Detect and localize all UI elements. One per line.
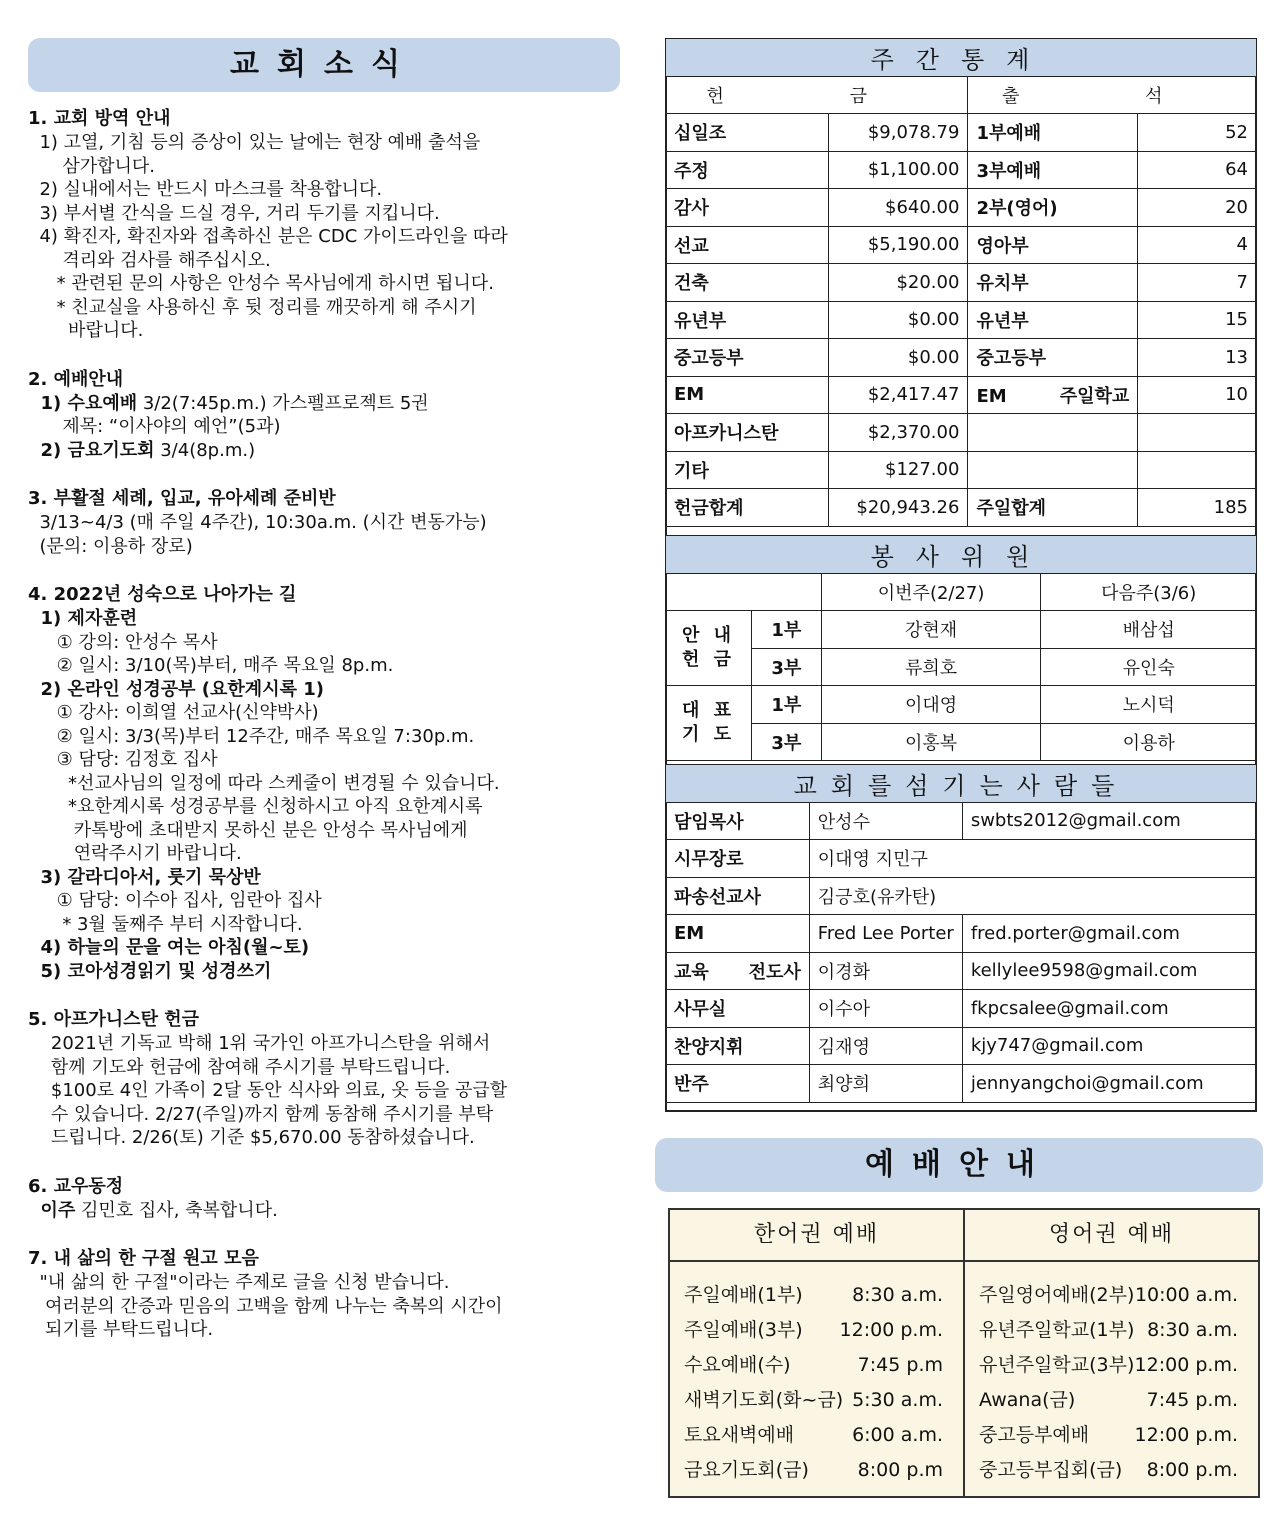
service-label: 3부 (751, 648, 821, 686)
worship-time: 12:00 p.m. (1134, 1354, 1238, 1376)
staff-email[interactable]: fred.porter@gmail.com (962, 915, 1256, 953)
news-line: * 친교실을 사용하신 후 뒷 정리를 깨끗하게 해 주시기 (28, 296, 477, 318)
server-next-week: 이용하 (1041, 723, 1257, 761)
news-line (28, 866, 620, 890)
server-next-week: 배삼섭 (1041, 611, 1257, 649)
news-line: 카톡방에 초대받지 못하신 분은 안성수 목사님에게 (28, 819, 468, 841)
staff-role: 반주 (666, 1065, 810, 1103)
news-line: 제목: “이사야의 예언”(5과) (28, 416, 281, 437)
attendance-count: 185 (1138, 489, 1257, 527)
attendance-count: 7 (1138, 264, 1257, 302)
staff-name: 최양희 (809, 1065, 962, 1103)
attendance-label: 유치부 (968, 264, 1138, 302)
worship-name: 유년주일학교(1부) (979, 1319, 1135, 1341)
staff-row (666, 1065, 1257, 1103)
news-line (28, 607, 620, 631)
worship-row (965, 1453, 1258, 1488)
attendance-label: 1부예배 (968, 114, 1138, 152)
news-line: ② 일시: 3/3(목)부터 12주간, 매주 목요일 7:30p.m. (28, 725, 475, 747)
offering-amount: $127.00 (828, 451, 968, 489)
stats-row (666, 301, 1257, 339)
staff-email[interactable]: fkpcsalee@gmail.com (962, 990, 1256, 1028)
attendance-count: 52 (1138, 114, 1257, 152)
news-heading: 5. 아프가니스탄 헌금 (28, 1009, 199, 1030)
attendance-count (1138, 414, 1257, 452)
news-heading: 6. 교우동정 (28, 1175, 124, 1197)
news-line: *요한계시록 성경공부를 신청하시고 아직 요한계시록 (28, 796, 483, 817)
attendance-count: 15 (1138, 301, 1257, 339)
offering-label: EM (666, 376, 829, 414)
attendance-count: 4 (1138, 226, 1257, 264)
attendance-label: 중고등부 (968, 339, 1138, 377)
news-line-bold: 5) 코아성경읽기 및 성경쓰기 (28, 960, 272, 982)
news-line-text: 3/4(8p.m.) (154, 439, 256, 461)
news-line: "내 삶의 한 구절"이라는 주제로 글을 신청 받습니다. (28, 1272, 450, 1293)
offering-label: 건축 (666, 264, 829, 302)
staff-row (666, 877, 1257, 915)
church-news-column (28, 38, 620, 1342)
section-gap (28, 462, 620, 486)
news-line: ③ 담당: 김정호 집사 (28, 749, 218, 770)
attendance-count: 64 (1138, 151, 1257, 189)
attendance-label: 주일합계 (968, 489, 1138, 527)
news-line: 바랍니다. (28, 320, 144, 341)
news-line: 드립니다. 2/26(토) 기준 $5,670.00 동참하셨습니다. (28, 1127, 475, 1148)
news-line (28, 960, 620, 984)
news-line: ① 담당: 이수아 집사, 임란아 집사 (28, 890, 322, 911)
servers-table (665, 535, 1257, 761)
worship-time: 12:00 p.m. (1134, 1424, 1238, 1446)
staff-role: 담임목사 (666, 802, 810, 840)
stats-row (666, 226, 1257, 264)
worship-row (670, 1348, 963, 1383)
staff-role: 교육 전도사 (666, 952, 810, 990)
staff-email[interactable]: kjy747@gmail.com (962, 1027, 1256, 1065)
staff-name: 이대영 지민구 (809, 840, 1256, 878)
church-news-body (28, 106, 620, 1342)
news-line-bold: 3) 갈라디아서, 룻기 묵상반 (28, 866, 261, 888)
staff-name: 김재영 (809, 1027, 962, 1065)
staff-row (666, 1027, 1257, 1065)
worship-time: 6:00 a.m. (852, 1424, 943, 1446)
staff-row (666, 802, 1257, 840)
server-next-week: 유인숙 (1041, 648, 1257, 686)
attendance-count (1138, 451, 1257, 489)
offering-label: 헌금합계 (666, 489, 829, 527)
staff-email[interactable]: swbts2012@gmail.com (962, 802, 1256, 840)
worship-title: 예배안내 (655, 1138, 1263, 1192)
news-line: 2) 실내에서는 반드시 마스크를 착용합니다. (28, 179, 383, 200)
attendance-count: 10 (1138, 376, 1257, 414)
staff-name: 이경화 (809, 952, 962, 990)
church-news-title: 교회소식 (28, 38, 620, 92)
service-label: 1부 (751, 686, 821, 724)
news-line: 3) 부서별 간식을 드실 경우, 거리 두기를 지킵니다. (28, 202, 440, 224)
attendance-count: 20 (1138, 189, 1257, 227)
weekly-stats-table (665, 38, 1257, 527)
offering-amount: $2,417.47 (828, 376, 968, 414)
stats-row (666, 414, 1257, 452)
worship-name: 새벽기도회(화~금) (684, 1389, 844, 1411)
worship-name: 금요기도회(금) (684, 1459, 809, 1481)
staff-row (666, 990, 1257, 1028)
attendance-label (968, 451, 1138, 489)
offering-label: 선교 (666, 226, 829, 264)
worship-name: 주일예배(3부) (684, 1319, 803, 1341)
worship-row (965, 1313, 1258, 1348)
offering-label: 유년부 (666, 301, 829, 339)
offering-header: 헌 금 (666, 76, 968, 114)
news-line: 2021년 기독교 박해 1위 국가인 아프가니스탄을 위해서 (28, 1033, 491, 1054)
offering-label: 기타 (666, 451, 829, 489)
staff-role: EM (666, 915, 810, 953)
server-next-week: 노시덕 (1041, 686, 1257, 724)
english-worship-column (965, 1210, 1258, 1496)
news-line (28, 392, 620, 416)
offering-label: 십일조 (666, 114, 829, 152)
news-line-bold: 2) 온라인 성경공부 (요한계시록 1) (28, 678, 324, 700)
worship-schedule-box (668, 1208, 1260, 1498)
worship-time: 12:00 p.m. (839, 1319, 943, 1341)
news-heading: 2. 예배안내 (28, 368, 124, 390)
section-gap (28, 558, 620, 582)
staff-row (666, 952, 1257, 990)
offering-amount: $0.00 (828, 339, 968, 377)
staff-table (665, 764, 1257, 1103)
worship-time: 8:00 p.m. (1146, 1459, 1238, 1481)
worship-time: 8:30 a.m. (852, 1284, 943, 1306)
server-role-label: 대 표 기 도 (666, 686, 752, 761)
worship-name: 주일영어예배(2부) (979, 1284, 1135, 1306)
offering-amount: $1,100.00 (828, 151, 968, 189)
news-line: (문의: 이용하 장로) (28, 535, 193, 557)
stats-row (666, 114, 1257, 152)
attendance-label: 2부(영어) (968, 189, 1138, 227)
server-this-week: 류희호 (821, 648, 1041, 686)
news-line (28, 936, 620, 960)
worship-row (965, 1348, 1258, 1383)
news-line (28, 678, 620, 702)
news-line (28, 1199, 620, 1223)
attendance-header: 출 석 (968, 76, 1257, 114)
servers-title: 봉사위원 (666, 536, 1257, 574)
news-line: 격리와 검사를 해주십시오. (28, 249, 271, 271)
attendance-label: 영아부 (968, 226, 1138, 264)
worship-time: 7:45 p.m. (1146, 1389, 1238, 1411)
news-line: 되기를 부탁드립니다. (28, 1319, 214, 1340)
servers-row (666, 648, 1257, 686)
news-line-bold: 이주 (28, 1199, 76, 1221)
news-line: 3/13~4/3 (매 주일 4주간), 10:30a.m. (시간 변동가능) (28, 512, 487, 533)
worship-name: 중고등부예배 (979, 1424, 1090, 1446)
section-gap (28, 983, 620, 1007)
server-this-week: 이대영 (821, 686, 1041, 724)
worship-row (670, 1418, 963, 1453)
news-line: 수 있습니다. 2/27(주일)까지 함께 동참해 주시기를 부탁 (28, 1103, 494, 1125)
stats-row (666, 151, 1257, 189)
news-line: 연락주시기 바랍니다. (28, 843, 242, 864)
staff-role: 시무장로 (666, 840, 810, 878)
servers-row (666, 686, 1257, 724)
news-line-bold: 2) 금요기도회 (28, 439, 155, 461)
news-line-text: 3/2(7:45p.m.) 가스펠프로젝트 5권 (137, 392, 429, 414)
worship-time: 8:30 a.m. (1147, 1319, 1238, 1341)
staff-name: 안성수 (809, 802, 962, 840)
worship-row (965, 1278, 1258, 1313)
stats-row (666, 376, 1257, 414)
servers-row (666, 723, 1257, 761)
news-line: 4) 확진자, 확진자와 접촉하신 분은 CDC 가이드라인을 따라 (28, 226, 508, 247)
news-line: ① 강의: 안성수 목사 (28, 631, 218, 653)
service-label: 3부 (751, 723, 821, 761)
news-line (28, 439, 620, 463)
worship-row (670, 1453, 963, 1488)
worship-row (965, 1383, 1258, 1418)
worship-time: 5:30 a.m. (852, 1389, 943, 1411)
offering-amount: $20.00 (828, 264, 968, 302)
worship-name: 중고등부집회(금) (979, 1459, 1123, 1481)
offering-label: 감사 (666, 189, 829, 227)
staff-title: 교회를섬기는사람들 (666, 765, 1257, 803)
news-line-bold: 4) 하늘의 문을 여는 아침(월~토) (28, 937, 310, 958)
worship-name: 유년주일학교(3부) (979, 1354, 1135, 1376)
worship-row (965, 1418, 1258, 1453)
weekly-stats-title: 주간통계 (666, 39, 1257, 77)
news-line: * 관련된 문의 사항은 안성수 목사님에게 하시면 됩니다. (28, 273, 494, 294)
news-line: 1) 고열, 기침 등의 증상이 있는 날에는 현장 예배 출석을 (28, 132, 481, 153)
section-gap (28, 343, 620, 367)
korean-worship-column (670, 1210, 965, 1496)
this-week-header: 이번주(2/27) (821, 573, 1041, 611)
news-line: * 3월 둘째주 부터 시작합니다. (28, 913, 303, 935)
staff-role: 사무실 (666, 990, 810, 1028)
news-heading: 4. 2022년 성숙으로 나아가는 길 (28, 584, 297, 605)
worship-time: 7:45 p.m (857, 1354, 943, 1376)
news-heading: 7. 내 삶의 한 구절 원고 모음 (28, 1248, 259, 1269)
attendance-count: 13 (1138, 339, 1257, 377)
news-line: ② 일시: 3/10(목)부터, 매주 목요일 8p.m. (28, 655, 394, 676)
news-line: $100로 4인 가족이 2달 동안 식사와 의료, 옷 등을 공급할 (28, 1080, 508, 1101)
news-line-bold: 1) 수요예배 (28, 392, 138, 414)
servers-row (666, 611, 1257, 649)
staff-role: 파송선교사 (666, 877, 810, 915)
staff-row (666, 915, 1257, 953)
staff-name: 김긍호(유카탄) (809, 877, 1256, 915)
offering-amount: $9,078.79 (828, 114, 968, 152)
news-line: *선교사님의 일정에 따라 스케줄이 변경될 수 있습니다. (28, 772, 500, 794)
staff-role: 찬양지휘 (666, 1027, 810, 1065)
offering-amount: $640.00 (828, 189, 968, 227)
offering-label: 주정 (666, 151, 829, 189)
offering-amount: $20,943.26 (828, 489, 968, 527)
news-line: ① 강사: 이희열 선교사(신약박사) (28, 702, 319, 723)
news-line-text: 김민호 집사, 축복합니다. (75, 1199, 278, 1221)
next-week-header: 다음주(3/6) (1041, 573, 1257, 611)
news-line: 여러분의 간증과 믿음의 고백을 함께 나누는 축복의 시간이 (28, 1295, 503, 1317)
worship-row (670, 1278, 963, 1313)
attendance-label (968, 414, 1138, 452)
news-line: 삼가합니다. (28, 155, 155, 177)
stats-row (666, 339, 1257, 377)
worship-name: 수요예배(수) (684, 1354, 791, 1376)
staff-email[interactable]: jennyangchoi@gmail.com (962, 1065, 1256, 1103)
news-line-bold: 1) 제자훈련 (28, 608, 138, 629)
stats-row (666, 264, 1257, 302)
staff-name: Fred Lee Porter (809, 915, 962, 953)
server-role-label: 안 내 헌 금 (666, 611, 752, 686)
attendance-label: EM 주일학교 (968, 376, 1138, 414)
server-this-week: 이홍복 (821, 723, 1041, 761)
stats-row (666, 451, 1257, 489)
attendance-label: 유년부 (968, 301, 1138, 339)
news-heading: 1. 교회 방역 안내 (28, 108, 171, 129)
worship-row (670, 1313, 963, 1348)
worship-name: Awana(금) (979, 1389, 1076, 1411)
worship-name: 주일예배(1부) (684, 1284, 803, 1306)
korean-worship-header: 한어권 예배 (670, 1210, 963, 1262)
attendance-label: 3부예배 (968, 151, 1138, 189)
server-this-week: 강현재 (821, 611, 1041, 649)
english-worship-header: 영어권 예배 (965, 1210, 1258, 1262)
stats-row (666, 189, 1257, 227)
worship-name: 토요새벽예배 (684, 1424, 795, 1446)
news-heading: 3. 부활절 세례, 입교, 유아세례 준비반 (28, 488, 336, 509)
stats-row (666, 489, 1257, 527)
section-gap (28, 1222, 620, 1246)
news-line: 함께 기도와 헌금에 참여해 주시기를 부탁드립니다. (28, 1056, 451, 1078)
worship-time: 8:00 p.m (857, 1459, 943, 1481)
offering-amount: $0.00 (828, 301, 968, 339)
offering-label: 중고등부 (666, 339, 829, 377)
section-gap (28, 1150, 620, 1174)
worship-time: 10:00 a.m. (1134, 1284, 1238, 1306)
staff-row (666, 840, 1257, 878)
worship-row (670, 1383, 963, 1418)
staff-email[interactable]: kellylee9598@gmail.com (962, 952, 1256, 990)
service-label: 1부 (751, 611, 821, 649)
offering-label: 아프카니스탄 (666, 414, 829, 452)
offering-amount: $2,370.00 (828, 414, 968, 452)
offering-amount: $5,190.00 (828, 226, 968, 264)
staff-name: 이수아 (809, 990, 962, 1028)
